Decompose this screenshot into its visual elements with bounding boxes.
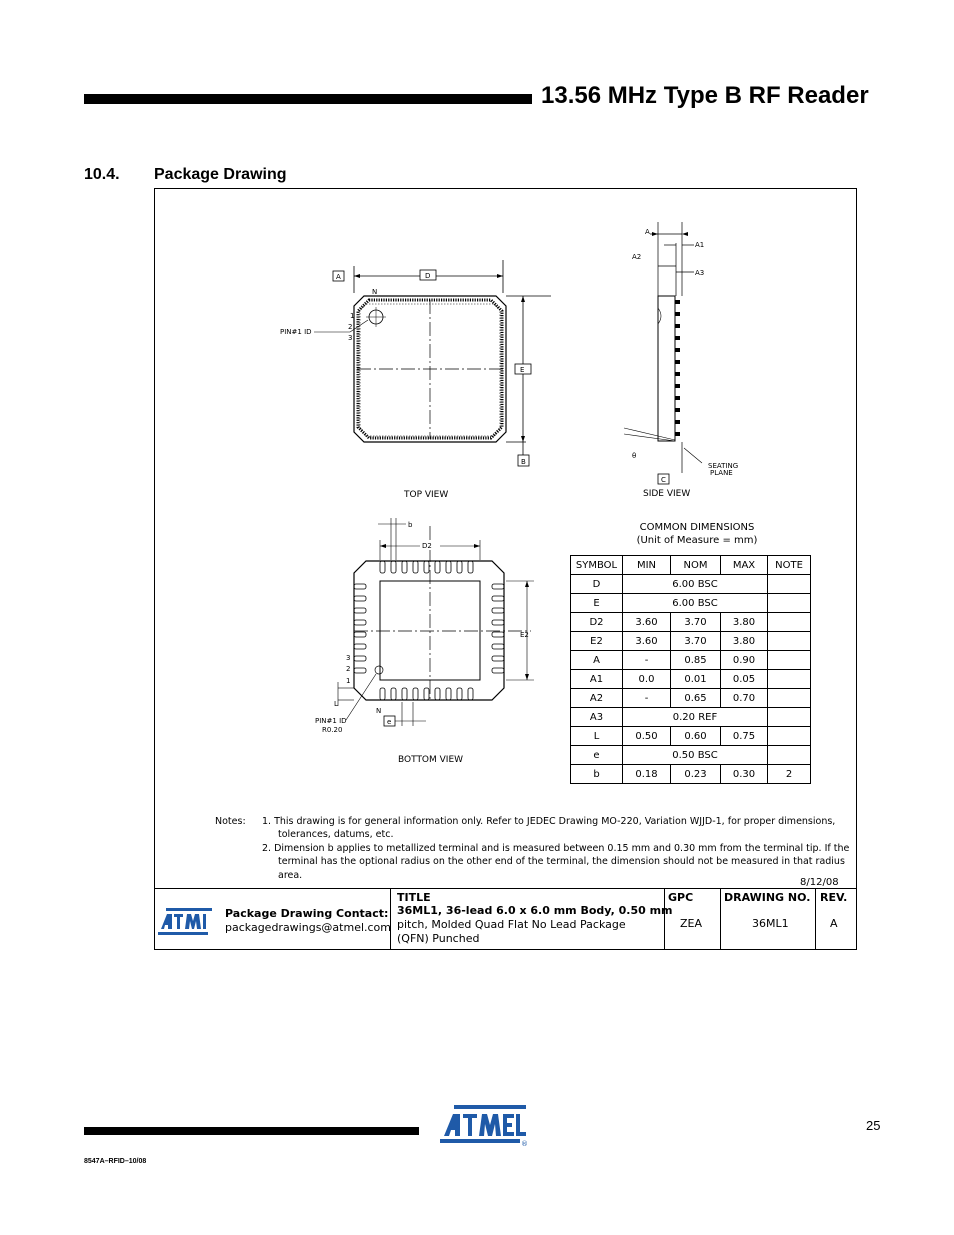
document-code: 8547A–RFID–10/08	[84, 1158, 147, 1165]
pin-1-label: 1	[350, 312, 355, 320]
cell-min: -	[623, 689, 671, 708]
table-row	[571, 765, 811, 784]
common-dimensions-heading	[612, 521, 782, 547]
cell-max: 0.90	[721, 651, 768, 670]
side-view	[624, 222, 738, 499]
cell-nom: 3.70	[671, 632, 721, 651]
title-heading: TITLE	[397, 891, 431, 904]
cell-nom: 3.70	[671, 613, 721, 632]
datum-c-label: C	[661, 476, 666, 484]
cell-span: 6.00 BSC	[623, 594, 768, 613]
bottom-pin-n-label: N	[376, 707, 382, 715]
table-row	[571, 727, 811, 746]
gpc-value: ZEA	[680, 917, 703, 930]
cell-min: 0.18	[623, 765, 671, 784]
cell-symbol: A3	[571, 708, 623, 727]
gpc-heading: GPC	[668, 891, 694, 904]
seating-plane-label-2: PLANE	[710, 469, 733, 477]
bottom-dim-b-label: b	[408, 521, 413, 529]
side-view-label: SIDE VIEW	[643, 489, 691, 499]
cell-symbol: E	[571, 594, 623, 613]
datum-b-label: B	[521, 458, 526, 466]
notes-label: Notes:	[215, 816, 246, 827]
table-row	[571, 708, 811, 727]
bottom-dim-e-label: e	[387, 718, 392, 726]
title-line-3: (QFN) Punched	[397, 932, 480, 945]
section-number: 10.4.	[84, 166, 120, 183]
cell-note	[768, 651, 811, 670]
table-row	[571, 651, 811, 670]
cell-nom: 0.65	[671, 689, 721, 708]
side-dim-a3-label: A3	[695, 269, 705, 277]
top-view-label: TOP VIEW	[404, 490, 449, 500]
side-dim-a2-label: A2	[632, 253, 642, 261]
side-dim-a1-label: A1	[695, 241, 705, 249]
pin-2-label: 2	[348, 323, 353, 331]
cell-nom: 0.23	[671, 765, 721, 784]
title-line-2: pitch, Molded Quad Flat No Lead Package	[397, 918, 626, 931]
cell-max: 3.80	[721, 613, 768, 632]
cell-nom: 0.85	[671, 651, 721, 670]
bottom-dim-l-label: L	[334, 700, 338, 708]
cell-note: 2	[768, 765, 811, 784]
col-min: MIN	[623, 556, 671, 575]
cell-symbol: L	[571, 727, 623, 746]
pin1-id-label: PIN#1 ID	[280, 328, 312, 336]
cell-span: 6.00 BSC	[623, 575, 768, 594]
table-row	[571, 594, 811, 613]
dim-d-label: D	[425, 272, 431, 280]
cell-note	[768, 670, 811, 689]
bottom-dim-d2-label: D2	[422, 542, 432, 550]
datum-a-label: A	[336, 273, 341, 281]
rev-value: A	[830, 917, 838, 930]
bottom-dim-e2-label: E2	[520, 631, 529, 639]
drawing-no-value: 36ML1	[752, 917, 789, 930]
cell-note	[768, 594, 811, 613]
drawing-no-heading: DRAWING NO.	[724, 891, 811, 904]
cell-span: 0.20 REF	[623, 708, 768, 727]
cell-symbol: E2	[571, 632, 623, 651]
col-nom: NOM	[671, 556, 721, 575]
seating-plane-label-1: SEATING	[708, 462, 739, 470]
cell-note	[768, 613, 811, 632]
page-number: 25	[866, 1118, 881, 1133]
pin-3-label: 3	[348, 334, 353, 342]
bottom-pin-3-label: 3	[346, 654, 351, 662]
pin-n-label: N	[372, 288, 378, 296]
common-dimensions-subtitle: (Unit of Measure = mm)	[636, 535, 758, 546]
cell-symbol: A	[571, 651, 623, 670]
cell-symbol: b	[571, 765, 623, 784]
cell-min: 0.50	[623, 727, 671, 746]
title-line-1: 36ML1, 36-lead 6.0 x 6.0 mm Body, 0.50 mm	[397, 904, 673, 917]
table-row	[571, 670, 811, 689]
cell-note	[768, 746, 811, 765]
bottom-view-label: BOTTOM VIEW	[398, 755, 464, 765]
contact-email: packagedrawings@atmel.com	[225, 921, 392, 934]
section-title: Package Drawing	[154, 166, 287, 183]
table-row	[571, 575, 811, 594]
registered-mark: ®	[521, 1140, 528, 1147]
contact-heading: Package Drawing Contact:	[225, 907, 389, 920]
cell-note	[768, 689, 811, 708]
cell-max: 0.75	[721, 727, 768, 746]
cell-max: 0.05	[721, 670, 768, 689]
bottom-pin-2-label: 2	[346, 665, 351, 673]
table-row	[571, 746, 811, 765]
cell-span: 0.50 BSC	[623, 746, 768, 765]
note-1-line-2: tolerances, datums, etc.	[278, 829, 394, 840]
cell-note	[768, 632, 811, 651]
cell-note	[768, 708, 811, 727]
cell-symbol: D2	[571, 613, 623, 632]
bottom-pin1-id-label: PIN#1 ID	[315, 717, 347, 725]
bottom-r020-label: R0.20	[322, 726, 343, 734]
common-dimensions-table	[570, 555, 811, 784]
cell-min: 3.60	[623, 632, 671, 651]
atmel-logo	[440, 1105, 532, 1147]
table-row	[571, 632, 811, 651]
cell-nom: 0.01	[671, 670, 721, 689]
cell-symbol: D	[571, 575, 623, 594]
header-rule	[84, 94, 532, 104]
cell-symbol: e	[571, 746, 623, 765]
bottom-pin-1-label: 1	[346, 677, 351, 685]
table-header-row	[571, 556, 811, 575]
cell-nom: 0.60	[671, 727, 721, 746]
cell-min: 0.0	[623, 670, 671, 689]
note-2-line-1: 2. Dimension b applies to metallized terminal and is measured between 0.15 mm and 0.30 mm from the terminal tip. If the	[262, 843, 850, 854]
atmel-logo-small	[158, 908, 216, 936]
col-max: MAX	[721, 556, 768, 575]
cell-max: 3.80	[721, 632, 768, 651]
dim-e-label: E	[520, 366, 525, 374]
table-row	[571, 689, 811, 708]
cell-symbol: A2	[571, 689, 623, 708]
rev-heading: REV.	[820, 891, 848, 904]
cell-min: 3.60	[623, 613, 671, 632]
cell-note	[768, 575, 811, 594]
cell-note	[768, 727, 811, 746]
cell-max: 0.70	[721, 689, 768, 708]
top-view	[280, 260, 551, 500]
drawing-date: 8/12/08	[800, 877, 839, 888]
footer-rule	[84, 1127, 419, 1135]
page-title: 13.56 MHz Type B RF Reader	[541, 82, 869, 109]
col-symbol: SYMBOL	[571, 556, 623, 575]
side-dim-a-label: A	[645, 228, 650, 236]
cell-max: 0.30	[721, 765, 768, 784]
note-2-line-2: terminal has the optional radius on the other end of the terminal, the dimension should not be measured in that radius area.	[278, 856, 845, 881]
col-note: NOTE	[768, 556, 811, 575]
cell-min: -	[623, 651, 671, 670]
common-dimensions-title: COMMON DIMENSIONS	[639, 522, 755, 533]
cell-symbol: A1	[571, 670, 623, 689]
table-row	[571, 613, 811, 632]
side-theta-label: θ	[632, 452, 637, 460]
bottom-view	[315, 518, 534, 765]
note-1-line-1: 1. This drawing is for general information only. Refer to JEDEC Drawing MO-220, Variation WJJD-1, for proper dimensions,	[262, 816, 836, 827]
